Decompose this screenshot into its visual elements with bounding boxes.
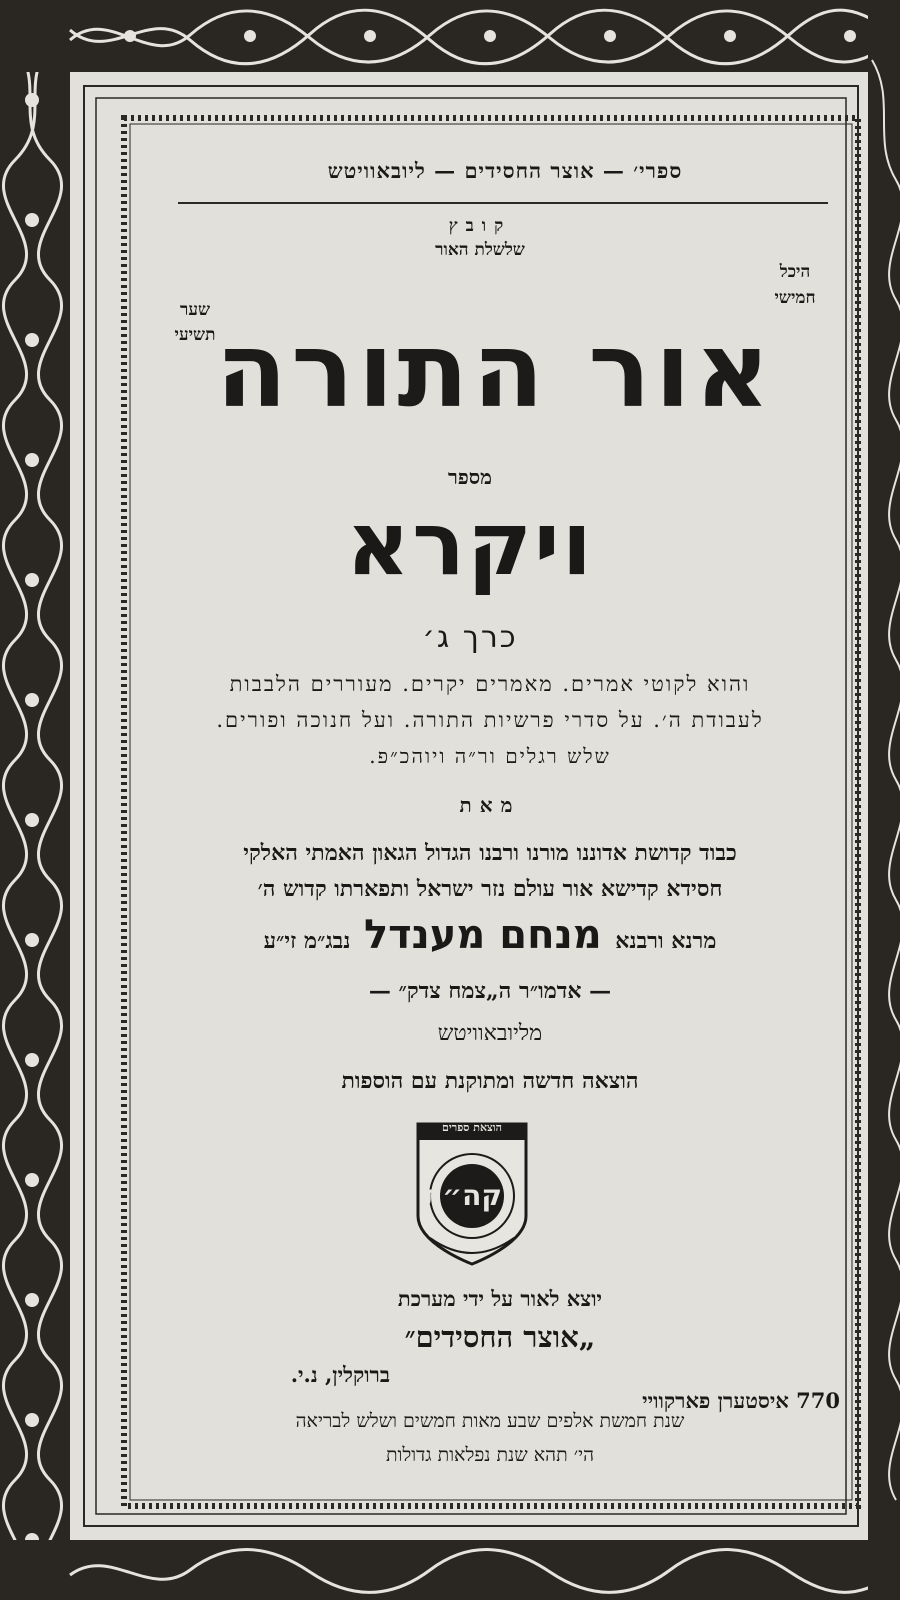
publisher-intro: יוצא לאור על ידי מערכת xyxy=(397,1286,603,1311)
gate-label: שער xyxy=(179,300,210,320)
gate-value: תשיעי xyxy=(174,325,216,345)
emblem-logo: קה״ת xyxy=(423,1179,502,1212)
author-intro: מאת xyxy=(459,793,521,817)
hall-label: היכל xyxy=(779,262,811,282)
series-divider xyxy=(178,202,828,204)
book-title: ויקרא xyxy=(346,492,594,595)
year-line: הי׳ תהא שנת נפלאות גדולות xyxy=(385,1444,595,1466)
from-book-label: מספר xyxy=(448,465,492,489)
collection-name: שלשלת האור xyxy=(435,240,525,260)
rebbe-title: — אדמו״ר ה„צמח צדק״ — xyxy=(368,978,612,1004)
main-title: אור התורה xyxy=(215,309,775,431)
author-line: כבוד קדושת אדוננו מורנו ורבנו הגדול הגאון האמתי האלקי xyxy=(243,840,737,866)
collection-label: קובץ xyxy=(448,216,512,236)
author-line: חסידא קדישא אור עולם נזר ישראל ותפארתו קדוש ה׳ xyxy=(257,876,723,902)
publisher-address: 770 איסטערן פארקוויי xyxy=(642,1388,840,1413)
hall-value: חמישי xyxy=(774,288,816,308)
series-heading: ספרי׳ — אוצר החסידים — ליובאוויטש xyxy=(327,158,683,183)
description-line: לעבודת ה׳. על סדרי פרשיות התורה. ועל חנוכה ופורים. xyxy=(216,708,764,732)
description-line: שלש רגלים ור״ה ויוהכ״פ. xyxy=(369,744,611,768)
rebbe-suffix: נבג״מ זי״ע xyxy=(263,928,351,954)
description-line: והוא לקוטי אמרים. מאמרים יקרים. מעוררים הלבבות xyxy=(229,672,751,696)
rebbe-name: מנחם מענדל xyxy=(363,912,602,958)
emblem-label: הוצאת ספרים xyxy=(442,1121,502,1134)
rebbe-name-line xyxy=(140,912,840,958)
publisher-city: ברוקלין, נ.י. xyxy=(290,1362,390,1387)
edition-line: הוצאה חדשה ומתוקנת עם הוספות xyxy=(341,1068,639,1094)
place-line: מליובאוויטש xyxy=(437,1021,543,1046)
rebbe-prefix: מרנא ורבנא xyxy=(615,928,717,954)
year-line: שנת חמשת אלפים שבע מאות חמשים ושלש לבריאה xyxy=(295,1410,685,1432)
volume-label: כרך ג׳ xyxy=(422,620,518,655)
publisher-name: „אוצר החסידים״ xyxy=(404,1320,596,1354)
